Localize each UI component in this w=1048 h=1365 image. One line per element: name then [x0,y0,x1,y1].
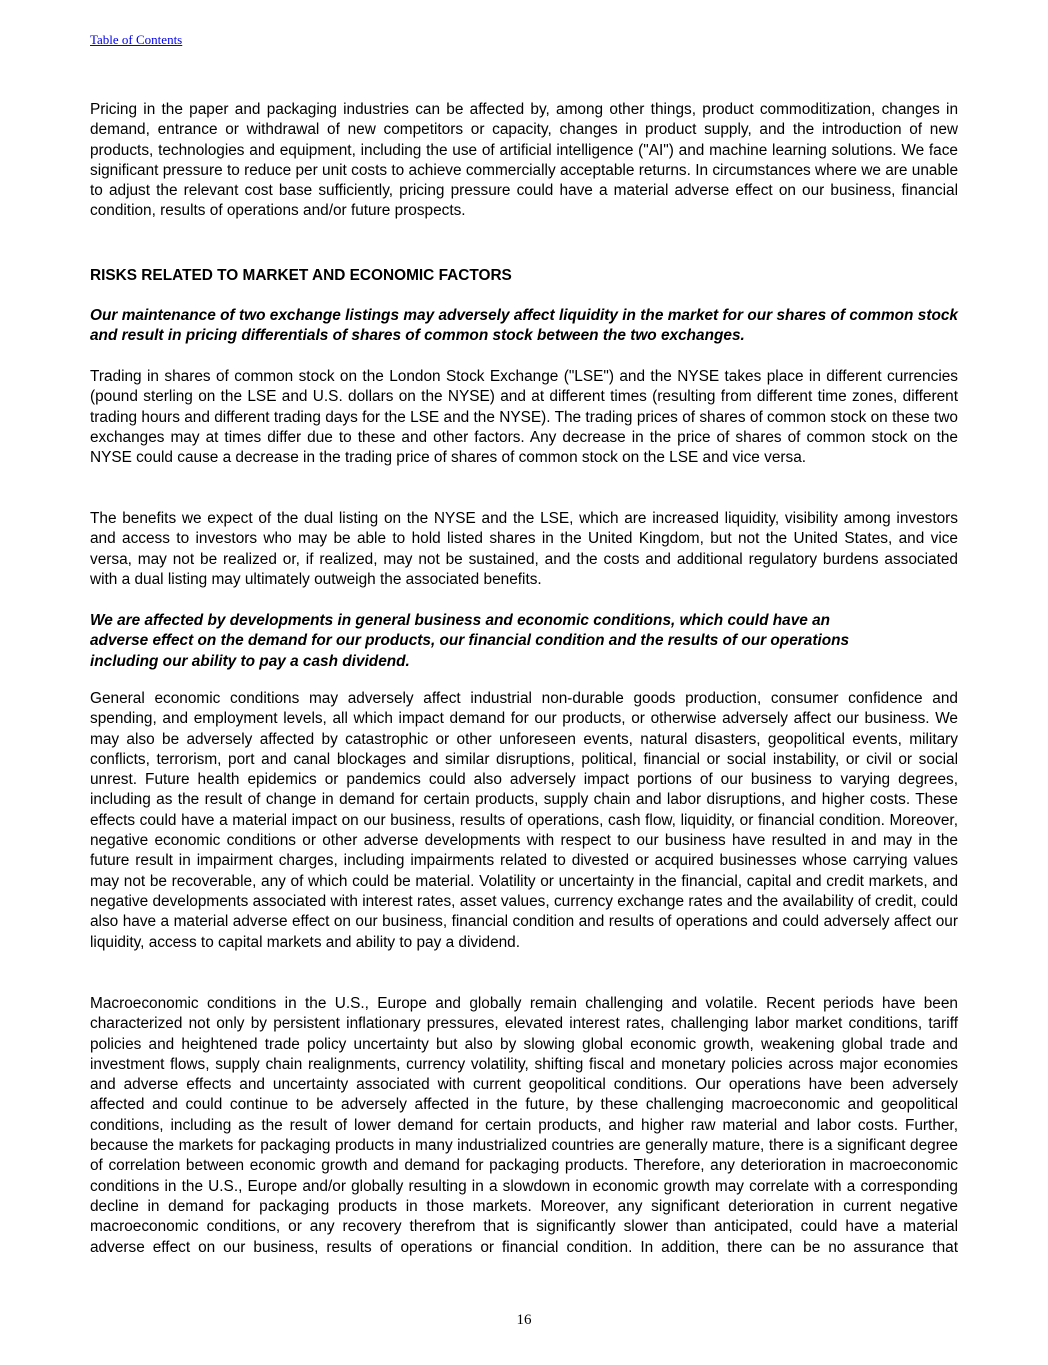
paragraph-dual-listing-benefits: The benefits we expect of the dual listing on the NYSE and the LSE, which are increased liquidity, visibility among investors and access to investors who may be able to hold listed shares in the United Kingdom, but not the United States, and vice versa, may not be realized or, if realized, may not be sustained, and the costs and additional regulatory burdens associated with a dual listing may ultimately outweigh the associated benefits. [90,510,958,588]
risk-title-dual-listing: Our maintenance of two exchange listings may adversely affect liquidity in the market for our shares of common stock and result in pricing differentials of shares of common stock between the two exchanges. [90,307,958,345]
risk-title-line: including our ability to pay a cash dividend. [90,652,410,670]
paragraph-macroeconomic-conditions: Macroeconomic conditions in the U.S., Europe and globally remain challenging and volatile. Recent periods have been characterized not only by persistent inflationary pressures, elevated interest rates, challenging labor market conditions, tariff policies and heightened trade policy uncertainty but also by slowing global economic growth, weakening global trade and investment flows, supply chain realignments, currency volatility, shifting fiscal and monetary policies across major economies and adverse effects and uncertainty associated with current geopolitical conditions. Our operations have been adversely affected and could continue to be adversely affected in the future, by these challenging macroeconomic and geopolitical conditions, including as the result of lower demand for certain products, and higher raw material and labor costs. Further, because the markets for packaging products in many industrialized countries are generally mature, there is a significant degree of correlation between economic growth and demand for packaging products. Therefore, any deterioration in macroeconomic conditions in the U.S., Europe and/or globally resulting in a slowdown in economic growth may correlate with a corresponding decline in demand for packaging products in those markets. Moreover, any significant deterioration in current negative macroeconomic conditions, or any recovery therefrom that is significantly slower than anticipated, could have a material adverse effect on our business, results of operations or financial condition. In addition, there can be no assurance that [90,995,958,1256]
risk-title-line: adverse effect on the demand for our products, our financial condition and the results of our operations [90,632,850,650]
risk-title-economic-conditions [90,611,958,672]
page-number: 16 [516,1312,532,1328]
intro-paragraph: Pricing in the paper and packaging industries can be affected by, among other things, product commoditization, changes in demand, entrance or withdrawal of new competitors or capacity, changes in product supply, and the introduction of new products, technologies and equipment, including the use of artificial intelligence ("AI") and machine learning solutions. We face significant pressure to reduce per unit costs to achieve commercially acceptable returns. In circumstances where we are unable to adjust the relevant cost base sufficiently, pricing pressure could have a material adverse effect on our business, financial condition, results of operations and/or future prospects. [90,101,958,220]
section-heading: RISKS RELATED TO MARKET AND ECONOMIC FACTORS [90,267,512,284]
risk-title-line: We are affected by developments in general business and economic conditions, which could have an [90,612,831,629]
table-of-contents-link[interactable]: Table of Contents [90,32,183,47]
paragraph-lse-nyse-trading: Trading in shares of common stock on the London Stock Exchange ("LSE") and the NYSE takes place in different currencies (pound sterling on the LSE and U.S. dollars on the NYSE) and at different times (resulting from different time zones, different trading hours and different trading days for the LSE and the NYSE). The trading prices of shares of common stock on these two exchanges may at times differ due to these and other factors. Any decrease in the price of shares of common stock on the NYSE could cause a decrease in the trading price of shares of common stock on the LSE and vice versa. [90,368,958,467]
paragraph-general-economic-conditions: General economic conditions may adversely affect industrial non-durable goods production, consumer confidence and spending, and employment levels, all which impact demand for our products, or otherwise adversely affect our business. We may also be adversely affected by catastrophic or other unforeseen events, natural disasters, geopolitical events, military conflicts, terrorism, port and canal blockages and similar disruptions, political, financial or social instability, or civil or social unrest. Future health epidemics or pandemics could also adversely impact portions of our business to varying degrees, including as the result of change in demand for certain products, supply chain and labor disruptions, and higher costs. These effects could have a material impact on our business, results of operations, cash flow, liquidity, or financial condition. Moreover, negative economic conditions or other adverse developments with respect to our business have resulted in and may in the future result in impairment charges, including impairments related to divested or acquired businesses whose carrying values may not be recoverable, any of which could be material. Volatility or uncertainty in the financial, capital and credit markets, and negative developments associated with interest rates, asset values, currency exchange rates and the availability of credit, could also have a material adverse effect on our business, financial condition and results of operations and could adversely affect our liquidity, access to capital markets and ability to pay a dividend. [90,690,958,951]
